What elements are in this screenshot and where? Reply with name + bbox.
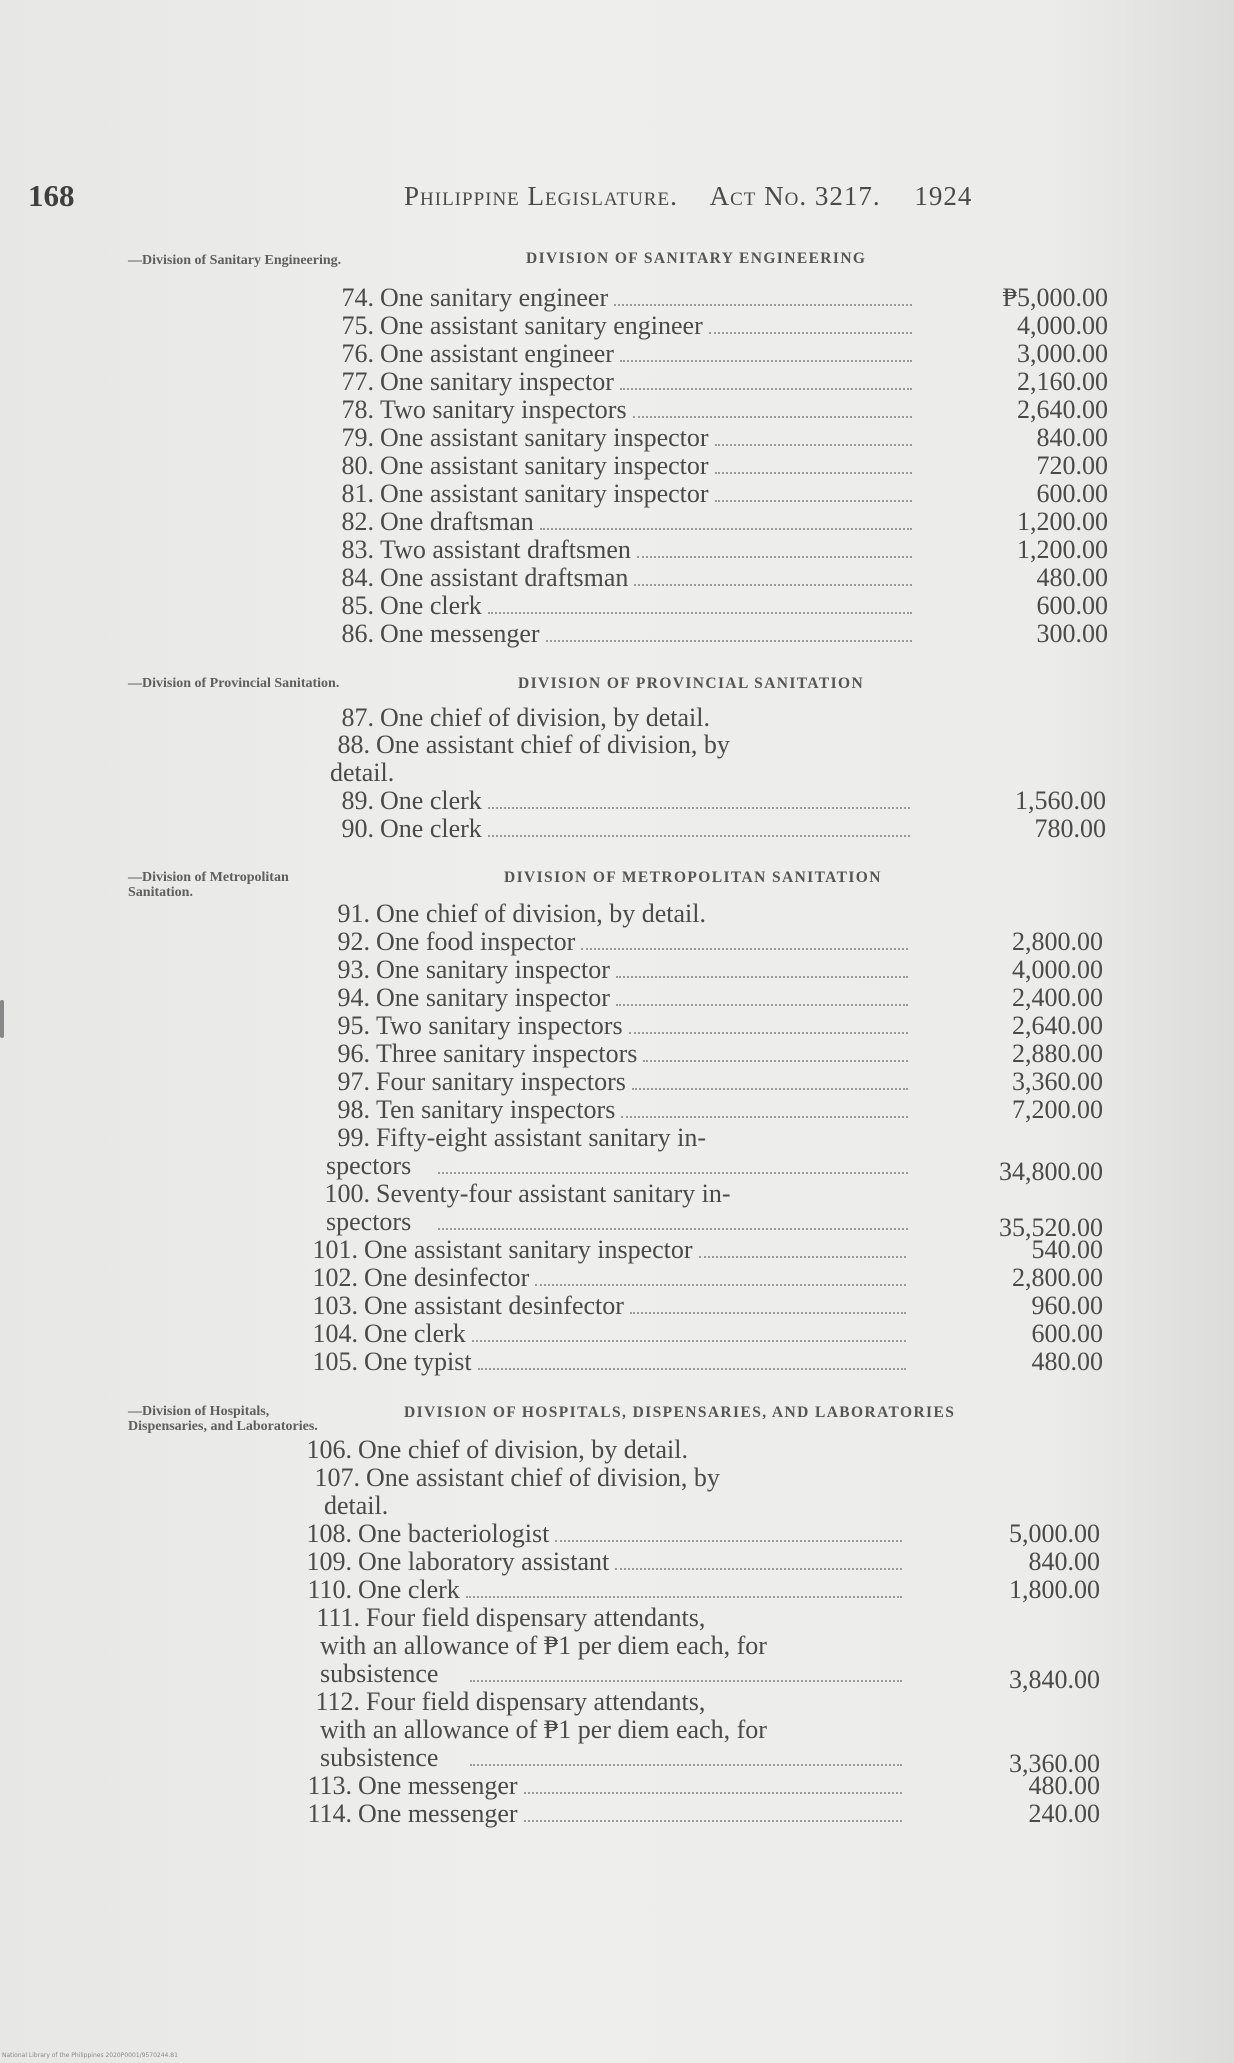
leader-dots [699, 1256, 906, 1258]
item-106 [296, 1436, 1100, 1464]
item-79 [318, 424, 1108, 452]
item-text: One messenger [358, 1771, 518, 1800]
leader-dots [488, 612, 912, 614]
item-94 [314, 984, 1103, 1012]
item-text: One assistant desinfector [364, 1291, 624, 1320]
item-number: 113. [307, 1771, 352, 1800]
running-head [404, 181, 972, 212]
item-78 [318, 396, 1108, 424]
item-text: One chief of division, by detail. [380, 703, 710, 732]
item-95 [314, 1012, 1103, 1040]
item-number: 86. [341, 619, 374, 648]
leader-dots [632, 1088, 908, 1090]
item-113 [296, 1772, 1100, 1800]
leader-dots [470, 1680, 902, 1682]
item-number: 106. [306, 1435, 352, 1464]
sidenote-provincial-sanitation: —Division of Provincial Sanitation. [128, 676, 340, 691]
item-75 [318, 312, 1108, 340]
item-amount: 2,160.00 [1017, 367, 1108, 396]
item-amount: ₱5,000.00 [1002, 283, 1108, 312]
item-100 [0, 1179, 1234, 1242]
item-first-line [314, 731, 730, 759]
item-text: One assistant engineer [380, 339, 614, 368]
item-number: 105. [312, 1347, 358, 1376]
item-amount: 780.00 [1034, 814, 1106, 843]
item-112 [0, 1687, 1234, 1778]
item-number: 74. [341, 283, 374, 312]
item-number: 96. [337, 1039, 370, 1068]
item-87 [318, 704, 1106, 732]
item-number: 77. [341, 367, 374, 396]
item-continuation: detail. [324, 1491, 389, 1520]
item-continuation: subsistence [320, 1659, 439, 1688]
item-amount: 3,000.00 [1017, 339, 1108, 368]
item-text: One assistant sanitary inspector [380, 423, 709, 452]
item-amount: 1,560.00 [1015, 786, 1106, 815]
item-amount: 34,800.00 [999, 1157, 1103, 1186]
leader-dots [555, 1540, 902, 1542]
leader-dots [546, 640, 912, 642]
item-number: 87. [341, 703, 374, 732]
running-head-year: 1924 [914, 181, 973, 211]
leader-dots [581, 948, 908, 950]
item-text: One assistant sanitary engineer [380, 311, 703, 340]
item-109 [296, 1548, 1100, 1576]
item-text: One desinfector [364, 1263, 530, 1292]
item-text: One assistant chief of division, by [376, 730, 730, 759]
item-text: Three sanitary inspectors [376, 1039, 638, 1068]
leader-dots [643, 1060, 908, 1062]
division-heading-hospitals-dispensaries-laboratories: DIVISION OF HOSPITALS, DISPENSARIES, AND LABORATORIES [404, 1404, 956, 1421]
leader-dots [438, 1228, 908, 1230]
item-text: One assistant sanitary inspector [364, 1235, 693, 1264]
item-90 [318, 815, 1106, 843]
item-continuation: subsistence [320, 1743, 439, 1772]
leader-dots [488, 807, 910, 809]
item-number: 107. [314, 1463, 360, 1492]
item-amount: 960.00 [1031, 1291, 1103, 1320]
item-89 [318, 787, 1106, 815]
item-96 [314, 1040, 1103, 1068]
item-number: 112. [315, 1687, 360, 1716]
leader-dots [488, 835, 910, 837]
item-number: 80. [341, 451, 374, 480]
item-amount: 600.00 [1036, 479, 1108, 508]
item-number: 95. [337, 1011, 370, 1040]
item-first-line [314, 1180, 731, 1208]
item-text: One assistant chief of division, by [366, 1463, 720, 1492]
item-middle-line: with an allowance of ₱1 per diem each, for [320, 1631, 767, 1660]
item-number: 114. [307, 1799, 352, 1828]
leader-dots [524, 1792, 902, 1794]
item-number: 85. [341, 591, 374, 620]
item-amount: 480.00 [1031, 1347, 1103, 1376]
item-77 [318, 368, 1108, 396]
leader-dots [630, 1312, 906, 1314]
item-amount: 840.00 [1036, 423, 1108, 452]
item-number: 97. [337, 1067, 370, 1096]
item-amount: 240.00 [1028, 1799, 1100, 1828]
leader-dots [637, 556, 912, 558]
running-head-legislature: Philippine Legislature. [404, 181, 678, 211]
item-number: 98. [337, 1095, 370, 1124]
leader-dots [634, 584, 912, 586]
item-84 [318, 564, 1108, 592]
item-number: 109. [306, 1547, 352, 1576]
item-number: 82. [341, 507, 374, 536]
item-first-line [304, 1688, 705, 1716]
item-text: One laboratory assistant [358, 1547, 610, 1576]
item-88 [0, 731, 1234, 787]
leader-dots [615, 1568, 902, 1570]
item-number: 111. [316, 1603, 360, 1632]
item-105 [302, 1348, 1103, 1376]
item-amount: 1,800.00 [1009, 1575, 1100, 1604]
item-text: One assistant sanitary inspector [380, 451, 709, 480]
leader-dots [715, 472, 912, 474]
item-number: 90. [341, 814, 374, 843]
item-text: Ten sanitary inspectors [376, 1095, 616, 1124]
item-amount: 2,800.00 [1012, 927, 1103, 956]
item-amount: 600.00 [1036, 591, 1108, 620]
item-text: One sanitary inspector [376, 955, 610, 984]
item-text: One chief of division, by detail. [358, 1435, 688, 1464]
item-101 [302, 1236, 1103, 1264]
item-text: One clerk [380, 814, 482, 843]
item-text: Seventy-four assistant sanitary in- [376, 1179, 731, 1208]
item-93 [314, 956, 1103, 984]
item-text: Two sanitary inspectors [380, 395, 627, 424]
sidenote-sanitary-engineering: —Division of Sanitary Engineering. [128, 253, 342, 268]
running-head-act: Act No. 3217. [709, 181, 881, 211]
item-80 [318, 452, 1108, 480]
item-amount: 600.00 [1031, 1319, 1103, 1348]
item-91 [314, 900, 1103, 928]
margin-mark [0, 1000, 4, 1038]
item-continuation: detail. [330, 758, 395, 787]
item-text: One sanitary engineer [380, 283, 609, 312]
item-text: One clerk [380, 786, 482, 815]
item-text: Four field dispensary attendants, [366, 1603, 706, 1632]
item-107 [0, 1464, 1234, 1520]
item-amount: 840.00 [1028, 1547, 1100, 1576]
item-text: One sanitary inspector [380, 367, 614, 396]
item-text: One assistant draftsman [380, 563, 629, 592]
item-text: One clerk [358, 1575, 460, 1604]
leader-dots [472, 1340, 906, 1342]
item-first-line [304, 1464, 720, 1492]
division-heading-metropolitan-sanitation: DIVISION OF METROPOLITAN SANITATION [504, 869, 882, 886]
item-110 [296, 1576, 1100, 1604]
item-continuation: spectors [326, 1151, 412, 1180]
item-amount: 4,000.00 [1012, 955, 1103, 984]
leader-dots [629, 1032, 908, 1034]
leader-dots [614, 304, 912, 306]
item-text: One messenger [358, 1799, 518, 1828]
item-number: 101. [312, 1235, 358, 1264]
item-middle-line: with an allowance of ₱1 per diem each, for [320, 1715, 767, 1744]
footer-stamp: National Library of the Philippines 2020P0001/9570244.81 [2, 2052, 178, 2059]
item-amount: 2,800.00 [1012, 1263, 1103, 1292]
item-number: 94. [337, 983, 370, 1012]
leader-dots [540, 528, 912, 530]
leader-dots [616, 1004, 908, 1006]
division-heading-sanitary-engineering: DIVISION OF SANITARY ENGINEERING [526, 250, 867, 267]
item-text: One chief of division, by detail. [376, 899, 706, 928]
item-number: 99. [337, 1123, 370, 1152]
item-amount: 540.00 [1031, 1235, 1103, 1264]
item-97 [314, 1068, 1103, 1096]
leader-dots [709, 332, 912, 334]
item-number: 102. [312, 1263, 358, 1292]
leader-dots [620, 360, 912, 362]
item-text: One clerk [364, 1319, 466, 1348]
item-number: 76. [341, 339, 374, 368]
item-104 [302, 1320, 1103, 1348]
item-text: One sanitary inspector [376, 983, 610, 1012]
item-76 [318, 340, 1108, 368]
item-82 [318, 508, 1108, 536]
item-number: 89. [341, 786, 374, 815]
leader-dots [715, 500, 912, 502]
item-103 [302, 1292, 1103, 1320]
item-number: 79. [341, 423, 374, 452]
item-108 [296, 1520, 1100, 1548]
item-amount: 1,200.00 [1017, 507, 1108, 536]
item-amount: 7,200.00 [1012, 1095, 1103, 1124]
leader-dots [466, 1596, 902, 1598]
item-amount: 2,880.00 [1012, 1039, 1103, 1068]
item-111 [0, 1603, 1234, 1694]
item-amount: 3,840.00 [1009, 1665, 1100, 1694]
division-heading-provincial-sanitation: DIVISION OF PROVINCIAL SANITATION [518, 675, 865, 692]
item-text: One typist [364, 1347, 472, 1376]
item-text: Four sanitary inspectors [376, 1067, 626, 1096]
item-98 [314, 1096, 1103, 1124]
item-number: 110. [307, 1575, 352, 1604]
item-amount: 1,200.00 [1017, 535, 1108, 564]
item-text: Four field dispensary attendants, [366, 1687, 706, 1716]
item-text: Two sanitary inspectors [376, 1011, 623, 1040]
item-81 [318, 480, 1108, 508]
item-number: 84. [341, 563, 374, 592]
leader-dots [478, 1368, 906, 1370]
item-102 [302, 1264, 1103, 1292]
item-first-line [304, 1604, 705, 1632]
item-99 [0, 1123, 1234, 1186]
item-83 [318, 536, 1108, 564]
leader-dots [633, 416, 912, 418]
item-first-line [314, 1124, 706, 1152]
leader-dots [616, 976, 908, 978]
item-amount: 300.00 [1036, 619, 1108, 648]
item-number: 78. [341, 395, 374, 424]
sidenote-metropolitan-sanitation: —Division of Metropolitan Sanitation. [128, 870, 289, 900]
item-number: 75. [341, 311, 374, 340]
item-text: One food inspector [376, 927, 576, 956]
item-text: One clerk [380, 591, 482, 620]
item-number: 108. [306, 1519, 352, 1548]
item-amount: 4,000.00 [1017, 311, 1108, 340]
item-amount: 35,520.00 [999, 1213, 1103, 1242]
item-85 [318, 592, 1108, 620]
page-number: 168 [28, 178, 75, 213]
leader-dots [438, 1172, 908, 1174]
item-text: Fifty-eight assistant sanitary in- [376, 1123, 707, 1152]
leader-dots [535, 1284, 906, 1286]
item-number: 92. [337, 927, 370, 956]
item-amount: 2,400.00 [1012, 983, 1103, 1012]
leader-dots [620, 388, 912, 390]
leader-dots [524, 1820, 902, 1822]
item-text: One messenger [380, 619, 540, 648]
leader-dots [621, 1116, 908, 1118]
item-text: Two assistant draftsmen [380, 535, 631, 564]
item-amount: 5,000.00 [1009, 1519, 1100, 1548]
item-number: 81. [341, 479, 374, 508]
item-amount: 2,640.00 [1017, 395, 1108, 424]
item-continuation: spectors [326, 1207, 412, 1236]
item-number: 104. [312, 1319, 358, 1348]
item-number: 103. [312, 1291, 358, 1320]
item-number: 83. [341, 535, 374, 564]
leader-dots [470, 1764, 902, 1766]
item-amount: 480.00 [1028, 1771, 1100, 1800]
item-text: One draftsman [380, 507, 534, 536]
item-86 [318, 620, 1108, 648]
item-92 [314, 928, 1103, 956]
item-114 [296, 1800, 1100, 1828]
item-amount: 720.00 [1036, 451, 1108, 480]
item-74 [318, 284, 1108, 312]
item-text: One assistant sanitary inspector [380, 479, 709, 508]
item-text: One bacteriologist [358, 1519, 550, 1548]
item-number: 93. [337, 955, 370, 984]
item-amount: 3,360.00 [1009, 1749, 1100, 1778]
item-amount: 480.00 [1036, 563, 1108, 592]
leader-dots [715, 444, 912, 446]
item-number: 91. [337, 899, 370, 928]
item-number: 88. [337, 730, 370, 759]
item-number: 100. [324, 1179, 370, 1208]
item-amount: 3,360.00 [1012, 1067, 1103, 1096]
item-amount: 2,640.00 [1012, 1011, 1103, 1040]
sidenote-hospitals-dispensaries-laboratories: —Division of Hospitals, Dispensaries, and Laboratories. [128, 1404, 318, 1434]
